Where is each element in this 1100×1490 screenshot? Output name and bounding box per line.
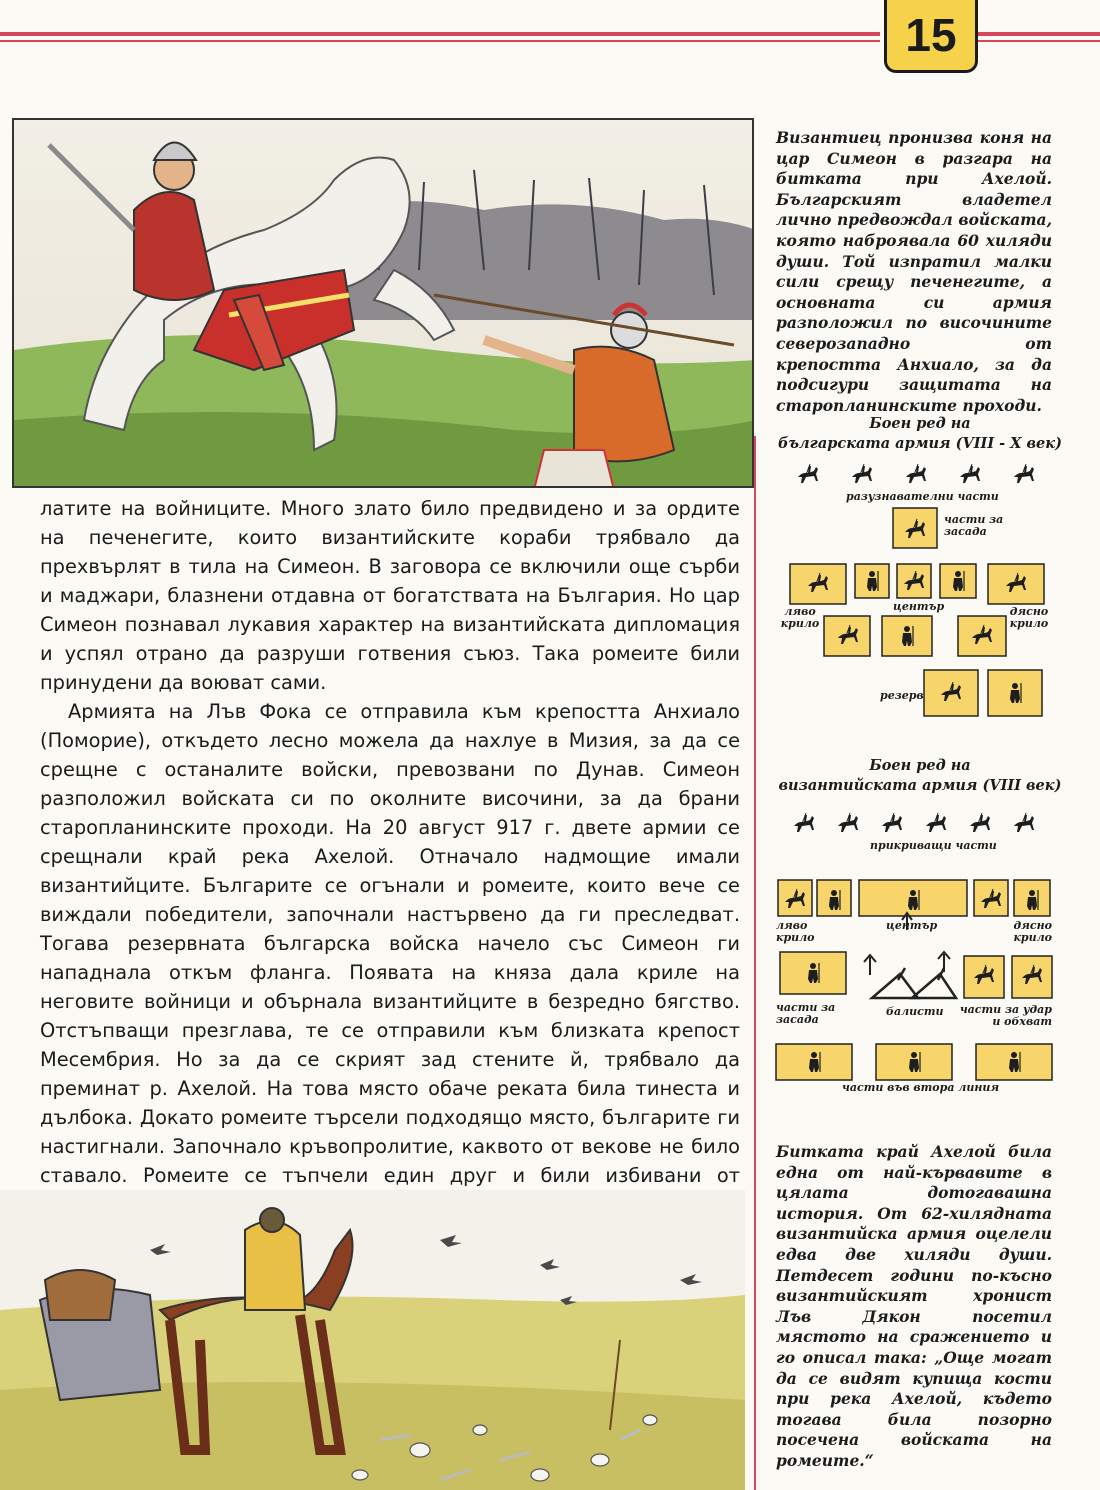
diagram-bg-title-1: Боен ред на (869, 415, 971, 432)
caption-bottom: Битката край Ахелой била една от най-кървавите в цялата дотогавашна история. От 62-хилядната византийска армия оцелели едва две хиляди души. Петдесет години по-късно византийският хронист Лъв Дякон посетил мястото на сражението и го описал така: „Още могат да се видят купища кости при река Ахелой, където тогава била позорно посечена войската на ромеите.“ (776, 1142, 1052, 1470)
column-divider (754, 436, 756, 1490)
diagram-byz-title-2: византийската армия (VIII век) (778, 777, 1062, 794)
body-paragraph: латите на войниците. Много злато било предвидено и за ордите на печенегите, които византийските кораби трябвало да прехвърлят в тила на Симеон. В заговора се включили още сърби и маджари, блазнени отдавна от богатствата на България. Но цар Симеон познавал лукавия характер на византийската дипломация и успял отрано да разруши готвения съюз. Така ромеите били принудени да воюват сами. (40, 497, 740, 694)
header-rule-right (975, 32, 1100, 36)
label-byz-right-wing: дясно крило (1013, 919, 1052, 944)
page-number: 15 (884, 0, 978, 73)
label-byz-center: център (886, 919, 938, 932)
diagram-byz-title-1: Боен ред на (869, 757, 971, 774)
label-scouts: разузнавателни части (846, 490, 999, 503)
battle-illustration (12, 118, 754, 488)
caption-top: Византиец пронизва коня на цар Симеон в разгара на битката при Ахелой. Българският владетел лично предвождал войската, която наброявала 60 хиляди души. Той изпратил малки сили срещу печенегите, а основната си армия разположил по височините северозападно от крепостта Анхиало, за да подсигури защитата на старопланинските проходи. (776, 128, 1052, 415)
header-rule (0, 32, 880, 36)
label-ambush: части за засада (944, 513, 1004, 538)
label-strike: части за удар и обхват (959, 1003, 1052, 1028)
label-right-wing: дясно крило (1009, 605, 1049, 630)
body-paragraph: Армията на Лъв Фока се отправила към крепостта Анхиало (Поморие), откъдето лесно можела да нахлуе в Мизия, за да се срещне с останалите войски, превозвани по Дунав. Симеон разположил войската си по околните височини, за да брани старопланинските проходи. На 20 август 917 г. двете армии се срещнали край река Ахелой. Отначало надмощие имали византийците. Българите се огънали и ромеите, които вече се виждали победители, започнали настървено да ги преследват. Тогава резервната българска войска начело със Симеон ги нападнала откъм фланга. Появата на княза дала криле на неговите войници и обърнала византийците в безредно бягство. Отстъпващи презглава, те се отправили към близката крепост Месембрия. Но за да се скрият зад стените й, трябвало да преминат р. Ахелой. На това място обаче реката била тинеста и дълбока. Докато ромеите търсели подходящо място, българите ги настигнали. Започнало кръвопролитие, каквото от векове не било ставало. Ромеите се тъпчели един друг и били избивани от (40, 700, 740, 1187)
battlefield-illustration (0, 1190, 745, 1490)
diagram-bg-title-2: българската армия (VIII - X век) (778, 435, 1062, 452)
label-second-line: части във втора линия (842, 1081, 1000, 1094)
label-ballistae: балисти (886, 1005, 944, 1018)
label-reserve: резерв (880, 689, 924, 702)
label-byz-ambush: части за засада (776, 1001, 836, 1026)
label-byz-left-wing: ляво крило (776, 919, 815, 944)
label-cover: прикриващи части (870, 839, 997, 852)
article-body (40, 494, 740, 1248)
label-left-wing: ляво крило (780, 605, 820, 630)
header-rule-thin (0, 40, 880, 42)
header-rule-right-thin (975, 40, 1100, 42)
label-center: център (893, 600, 945, 613)
